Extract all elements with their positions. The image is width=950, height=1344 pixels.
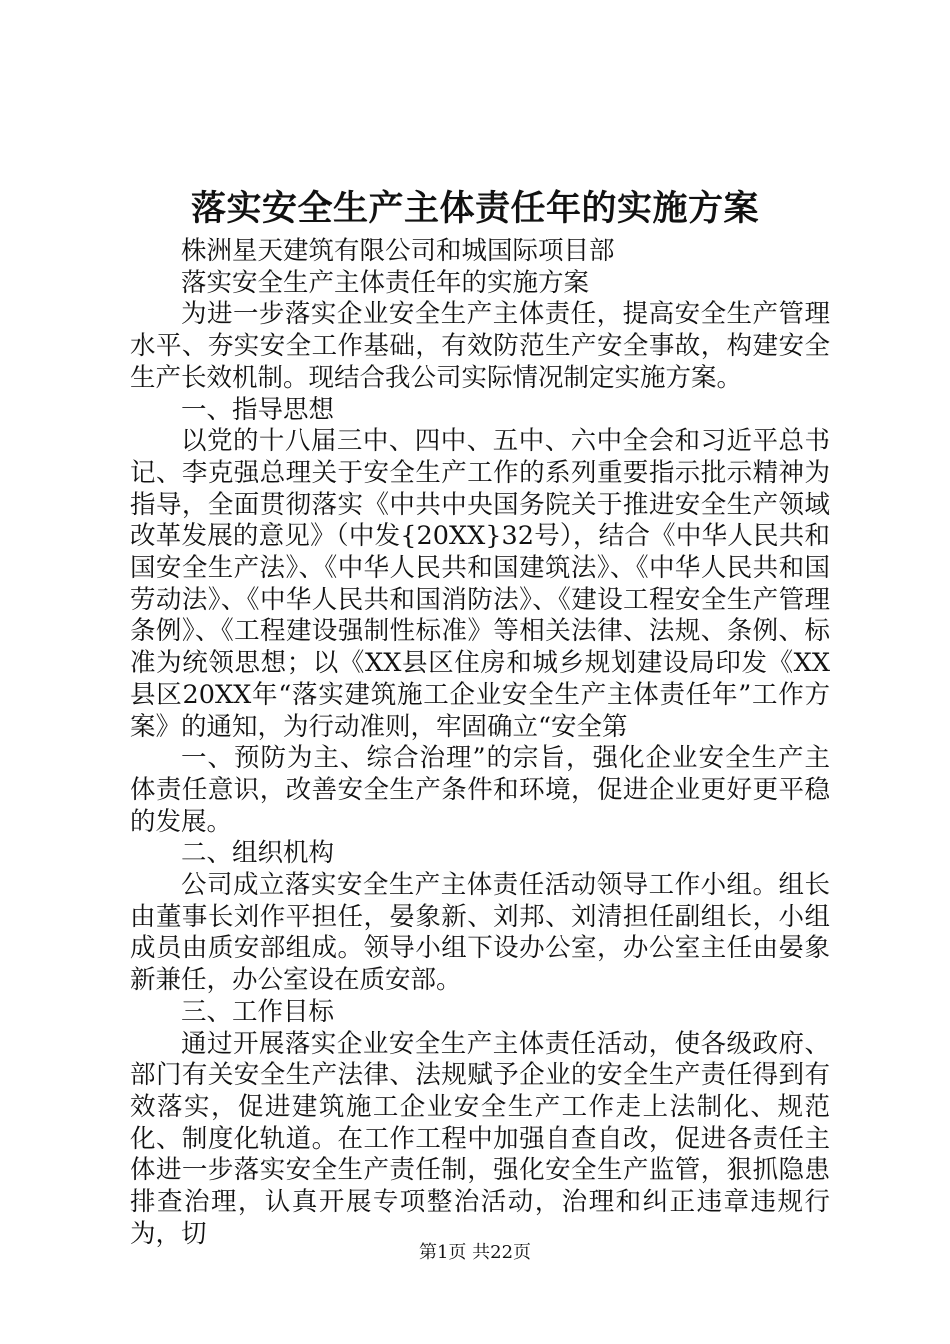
paragraph-company: 株洲星天建筑有限公司和城国际项目部	[181, 236, 615, 266]
paragraph-organization: 公司成立落实安全生产主体责任活动领导工作小组。组长由董事长刘作平担任，晏象新、刘邦、刘清担任副组长，小组成员由质安部组成。领导小组下设办公室，办公室主任由晏象新兼任，办公室设在质安部。	[130, 870, 830, 996]
paragraph-guiding-thought-continued: 一、预防为主、综合治理”的宗旨，强化企业安全生产主体责任意识，改善安全生产条件和环境，促进企业更好更平稳的发展。	[130, 743, 830, 837]
section-heading-organization: 二、组织机构	[181, 838, 335, 869]
document-title: 落实安全生产主体责任年的实施方案	[190, 188, 759, 229]
page-footer: 第1页 共22页	[418, 1242, 532, 1263]
paragraph-subtitle: 落实安全生产主体责任年的实施方案	[181, 267, 590, 298]
section-heading-guiding-thought: 一、指导思想	[181, 394, 335, 425]
document-body	[130, 236, 830, 1251]
paragraph-intro: 为进一步落实企业安全生产主体责任，提高安全生产管理水平、夯实安全工作基础，有效防范生产安全事故，构建安全生产长效机制。现结合我公司实际情况制定实施方案。	[130, 299, 830, 393]
paragraph-guiding-thought: 以党的十八届三中、四中、五中、六中全会和习近平总书记、李克强总理关于安全生产工作的系列重要指示批示精神为指导，全面贯彻落实《中共中央国务院关于推进安全生产领域改革发展的意见》（中发{20XX}32号），结合《中华人民共和国安全生产法》、《中华人民共和国建筑法》、《中华人民共和国劳动法》、《中华人民共和国消防法》、《建设工程安全生产管理条例》、《工程建设强制性标准》等相关法律、法规、条例、标准为统领思想；以《XX县区住房和城乡规划建设局印发《XX县区20XX年“落实建筑施工企业安全生产主体责任年”工作方案》的通知，为行动准则，牢固确立“安全第	[130, 426, 830, 742]
section-heading-goals: 三、工作目标	[181, 996, 335, 1027]
paragraph-goals: 通过开展落实企业安全生产主体责任活动，使各级政府、部门有关安全生产法律、法规赋予企业的安全生产责任得到有效落实，促进建筑施工企业安全生产工作走上法制化、规范化、制度化轨道。在工作工程中加强自查自改，促进各责任主体进一步落实安全生产责任制，强化安全生产监管，狠抓隐患排查治理，认真开展专项整治活动，治理和纠正违章违规行为，切	[130, 1028, 830, 1249]
